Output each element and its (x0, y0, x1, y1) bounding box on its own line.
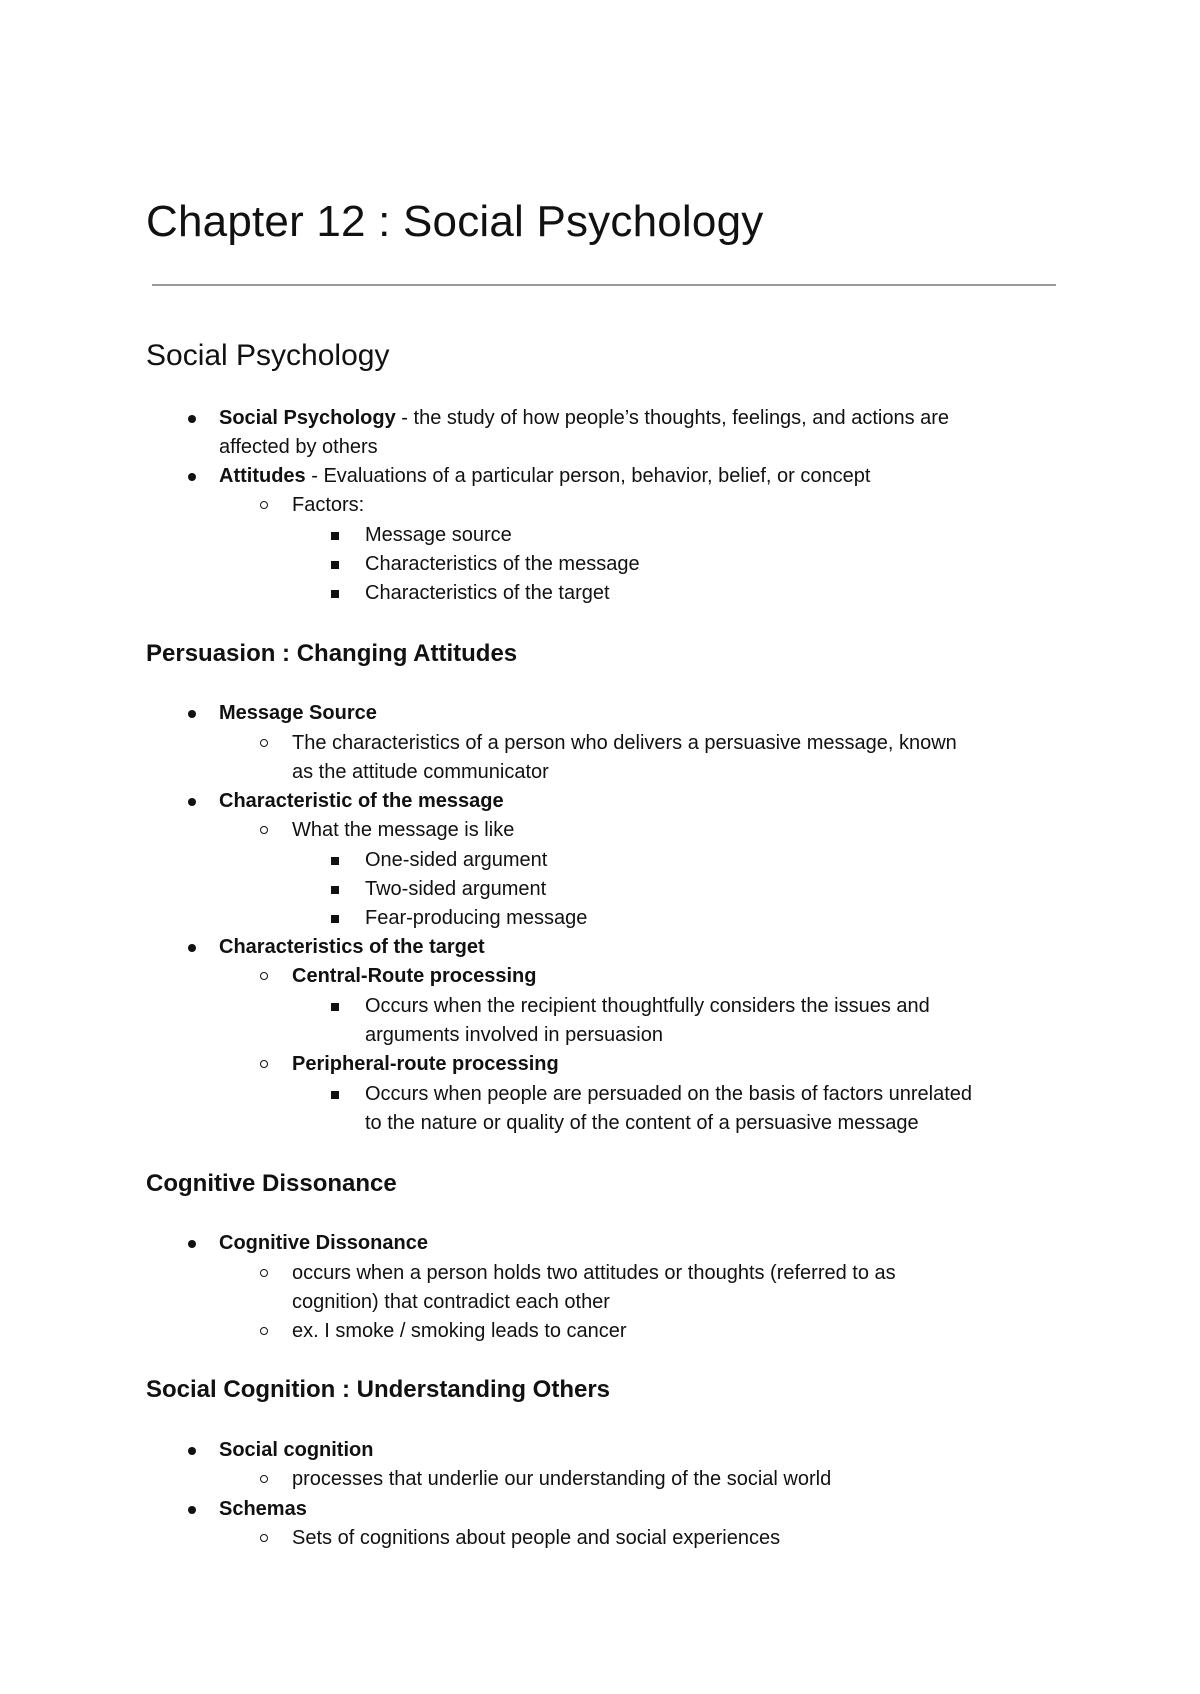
square-bullet-icon (327, 579, 347, 607)
circle-bullet-icon (256, 729, 276, 757)
circle-bullet-icon (256, 1524, 276, 1552)
square-bullet-icon (327, 875, 347, 903)
title-divider (152, 284, 1056, 286)
definition: - Evaluations of a particular person, behavior, belief, or concept (305, 465, 871, 487)
term: Attitudes (219, 465, 306, 487)
item-text: Fear-producing message (365, 907, 588, 929)
circle-bullet-icon (256, 1050, 276, 1078)
definition: affected by others (219, 436, 378, 458)
item-text: to the nature or quality of the content of a persuasive message (365, 1112, 919, 1134)
square-bullet-icon (327, 550, 347, 578)
circle-bullet-icon (256, 1465, 276, 1493)
list-item (365, 904, 587, 932)
item-text: Occurs when the recipient thoughtfully considers the issues and (365, 995, 930, 1017)
list-item (292, 816, 514, 844)
circle-bullet-icon (256, 491, 276, 519)
section-heading-social-psychology: Social Psychology (146, 339, 390, 372)
list-item (292, 1465, 831, 1493)
list-item (292, 962, 536, 990)
disc-bullet-icon (183, 462, 203, 490)
list-item (292, 1317, 627, 1345)
list-item (219, 1229, 428, 1257)
item-text: Sets of cognitions about people and social experiences (292, 1527, 781, 1549)
disc-bullet-icon (183, 1436, 203, 1464)
list-item (365, 521, 512, 549)
circle-bullet-icon (256, 962, 276, 990)
term: Central-Route processing (292, 965, 537, 987)
circle-bullet-icon (256, 1317, 276, 1345)
disc-bullet-icon (183, 1229, 203, 1257)
square-bullet-icon (327, 1080, 347, 1108)
term: Social Psychology (219, 407, 396, 429)
list-item (365, 875, 546, 903)
list-item-continuation (365, 1109, 919, 1137)
list-item (292, 1259, 896, 1287)
term: Characteristic of the message (219, 790, 504, 812)
list-item (365, 579, 610, 607)
definition: - the study of how people’s thoughts, feelings, and actions are (395, 407, 950, 429)
disc-bullet-icon (183, 1495, 203, 1523)
term: Peripheral-route processing (292, 1053, 559, 1075)
list-item (219, 404, 949, 432)
list-item (219, 462, 870, 490)
list-item (219, 699, 377, 727)
term: Cognitive Dissonance (219, 1232, 428, 1254)
list-item (365, 550, 640, 578)
section-heading-persuasion: Persuasion : Changing Attitudes (146, 640, 518, 667)
list-item (219, 1495, 307, 1523)
square-bullet-icon (327, 992, 347, 1020)
item-text: as the attitude communicator (292, 761, 549, 783)
list-item-continuation (365, 1021, 663, 1049)
document-title: Chapter 12 : Social Psychology (146, 197, 764, 246)
section-heading-cognitive-dissonance: Cognitive Dissonance (146, 1170, 397, 1197)
term: Characteristics of the target (219, 936, 485, 958)
item-text: occurs when a person holds two attitudes or thoughts (referred to as (292, 1262, 896, 1284)
list-item (292, 1050, 559, 1078)
item-text: The characteristics of a person who delivers a persuasive message, known (292, 732, 957, 754)
square-bullet-icon (327, 846, 347, 874)
item-text: Factors: (292, 494, 365, 516)
section-heading-social-cognition: Social Cognition : Understanding Others (146, 1376, 611, 1403)
list-item (365, 846, 547, 874)
list-item (365, 1080, 972, 1108)
square-bullet-icon (327, 904, 347, 932)
disc-bullet-icon (183, 933, 203, 961)
item-text: Occurs when people are persuaded on the basis of factors unrelated (365, 1083, 973, 1105)
term: Message Source (219, 702, 377, 724)
term: Social cognition (219, 1439, 374, 1461)
list-item (292, 729, 957, 757)
disc-bullet-icon (183, 404, 203, 432)
list-item (292, 491, 364, 519)
item-text: Two-sided argument (365, 878, 547, 900)
item-text: Message source (365, 524, 512, 546)
list-item-continuation (292, 758, 549, 786)
item-text: What the message is like (292, 819, 515, 841)
item-text: arguments involved in persuasion (365, 1024, 663, 1046)
item-text: One-sided argument (365, 849, 548, 871)
item-text: processes that underlie our understanding of the social world (292, 1468, 832, 1490)
item-text: Characteristics of the message (365, 553, 640, 575)
term: Schemas (219, 1498, 307, 1520)
disc-bullet-icon (183, 787, 203, 815)
item-text: cognition) that contradict each other (292, 1291, 610, 1313)
list-item-continuation (292, 1288, 610, 1316)
list-item (292, 1524, 780, 1552)
square-bullet-icon (327, 521, 347, 549)
item-text: Characteristics of the target (365, 582, 610, 604)
list-item-continuation (219, 433, 378, 461)
list-item (365, 992, 930, 1020)
list-item (219, 933, 485, 961)
list-item (219, 1436, 373, 1464)
list-item (219, 787, 504, 815)
disc-bullet-icon (183, 699, 203, 727)
item-text: ex. I smoke / smoking leads to cancer (292, 1320, 627, 1342)
circle-bullet-icon (256, 1259, 276, 1287)
circle-bullet-icon (256, 816, 276, 844)
